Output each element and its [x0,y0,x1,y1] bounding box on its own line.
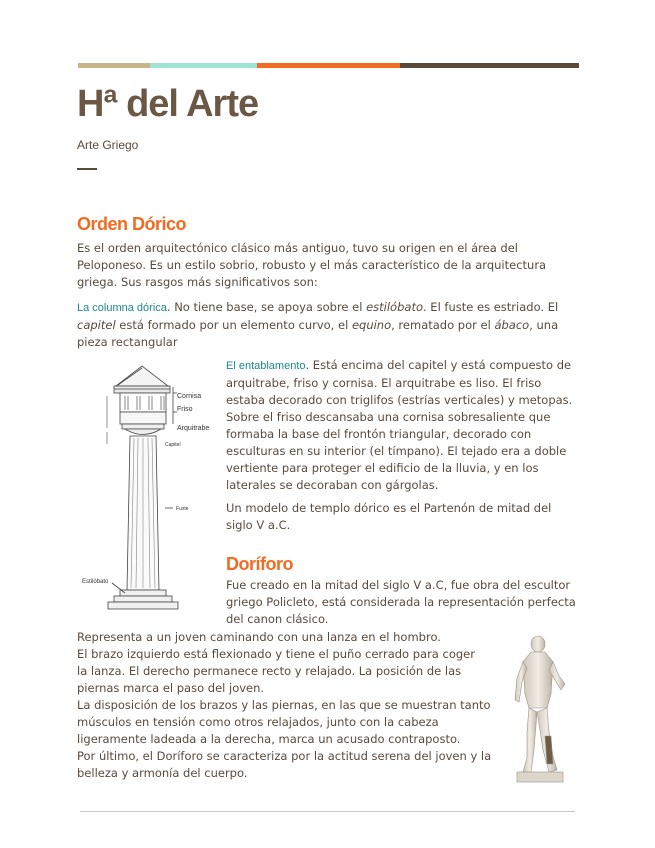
subtitle-rule [77,168,97,170]
column-term-stylobate: estilóbato [366,300,423,314]
column-term-echinus: equino [351,318,392,332]
statue-base [517,772,563,782]
label-capitel: Capitel [165,442,181,448]
page-subtitle: Arte Griego [77,138,139,152]
stylobate-step-1 [120,590,166,596]
entablature-text: . Está encima del capitel y está compuesto de arquitrabe, friso y cornisa. El arquitrabe es liso. El friso estaba decorado con triglifos (estrías verticales) y metopas. Sobre el friso descansaba una cornisa sobresaliente que formaba la base del frontón triangular, decorado con esculturas en su interior (el tímpano). El tejado era a doble vertiente para proteger el edificio de la lluvia, y en los laterales se decoraban con gárgolas. [226,358,573,492]
doryphoros-p5: Por último, el Doríforo se caracteriza por la actitud serena del joven y la belleza y armonía del cuerpo. [77,749,492,780]
column-text-3: está formado por un elemento curvo, el [115,318,352,332]
statue-right-leg [523,708,537,772]
footer-rule [80,811,575,812]
stripe-mint [150,63,257,68]
architrave-shape [120,412,166,424]
stripe-tan [78,63,150,68]
doric-model-paragraph: Un modelo de templo dórico es el Partenón de mitad del siglo V a.C. [226,501,552,532]
stylobate-step-3 [108,602,178,609]
abacus-shape [122,424,164,429]
doric-column-diagram [80,358,220,614]
label-estilobato: Estilóbato [82,579,109,585]
echinus-shape [125,429,161,435]
column-text-1: . No tiene base, se apoya sobre el [166,300,367,314]
column-term-capital: capitel [77,318,116,332]
doryphoros-heading: Doríforo [226,554,293,574]
stylobate-step-2 [114,596,172,602]
frieze-shape [120,393,166,412]
doric-heading: Orden Dórico [77,214,187,234]
column-text-4: , rematado por el [391,318,495,332]
doric-column-paragraph [77,299,577,351]
page-title: Hª del Arte [77,83,259,125]
doryphoros-p2: Representa a un joven caminando con una lanza en el hombro. [77,630,441,644]
doryphoros-p4: La disposición de los brazos y las piernas, en las que se muestran tanto músculos en tensión como otros relajados, junto con la cabeza ligeramente ladeada a la derecha, marca un acusado contraposto. [77,698,491,746]
entablature-lead: El entablamento [226,360,306,372]
doryphoros-p3: El brazo izquierdo está flexionado y tiene el puño cerrado para coger la lanza. El derecho permanece recto y relajado. La posición de las piernas marca el paso del joven. [77,647,475,695]
stripe-orange [257,63,400,68]
column-lead: La columna dórica [77,302,167,314]
doryphoros-intro: Fue creado en la mitad del siglo V a.C, fue obra del escultor griego Policleto, está considerada la representación perfecta del canon clásico. [226,578,576,626]
cornice-shape [114,386,170,393]
doryphoros-statue-image [505,632,575,784]
column-text-2: . El fuste es estriado. El [423,300,559,314]
doric-entablature-paragraph [226,357,581,494]
statue-torso [523,652,553,708]
label-cornisa: Cornisa [177,393,202,400]
column-term-abacus: ábaco [494,318,530,332]
stripe-brown [400,63,579,68]
column-text-5: , una pieza rectangular [77,318,559,349]
statue-head [531,636,545,652]
label-arquitrabe: Arquitrabe [177,425,210,432]
pediment-shape [116,366,168,386]
label-fuste: Fuste [176,506,189,512]
doric-intro: Es el orden arquitectónico clásico más antiguo, tuvo su origen en el área del Peloponeso. Es un estilo sobrio, robusto y el más característico de la arquitectura griega. Sus rasgos más significativos son: [77,241,547,289]
label-friso: Friso [177,406,193,413]
